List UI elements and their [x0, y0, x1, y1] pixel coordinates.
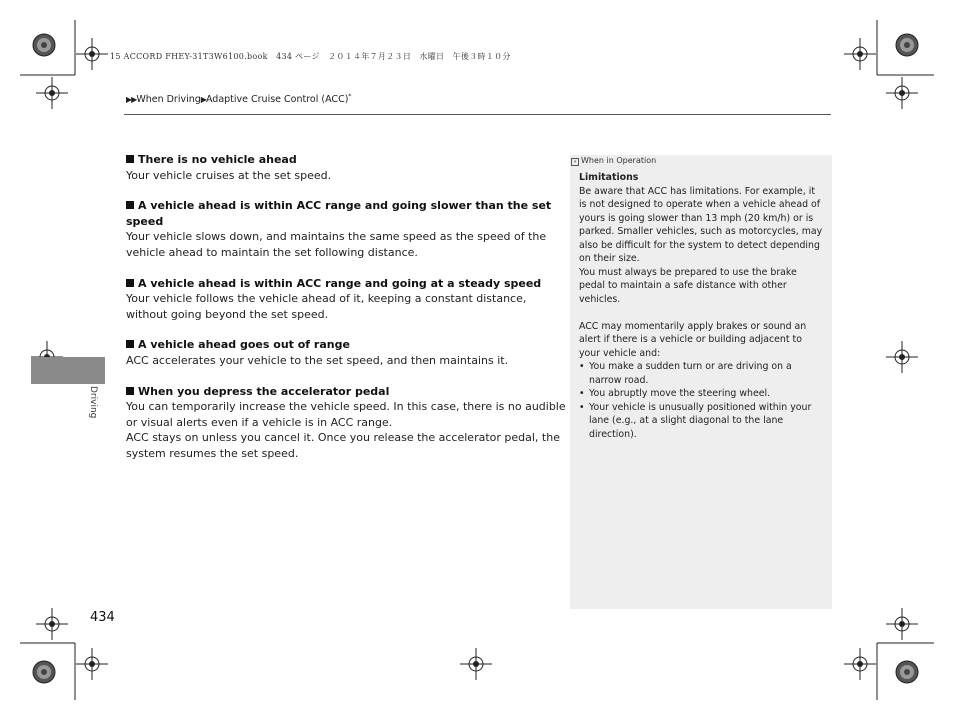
breadcrumb-separator: ▶ — [200, 95, 206, 105]
page-number: 434 — [90, 610, 115, 625]
bullet-icon: • — [579, 401, 585, 413]
section-out-of-range — [126, 337, 566, 368]
section-body: Your vehicle slows down, and maintains the same speed as the speed of the vehicle ahead to maintain the set following distance. — [126, 230, 547, 259]
sidebar-heading: Limitations — [579, 172, 639, 183]
sidebar-bullet-list — [579, 360, 825, 441]
breadcrumb-link-when-driving[interactable]: When Driving — [136, 94, 201, 106]
sidebar-para-2: You must always be prepared to use the brake pedal to maintain a safe distance with other vehicles. — [579, 266, 797, 305]
section-heading: A vehicle ahead is within ACC range and going slower than the set speed — [126, 199, 552, 228]
section-body: ACC accelerates your vehicle to the set speed, and then maintains it. — [126, 353, 509, 367]
section-slower-vehicle — [126, 198, 566, 260]
section-heading: A vehicle ahead goes out of range — [126, 337, 566, 353]
section-steady-speed — [126, 276, 566, 323]
section-no-vehicle — [126, 152, 566, 183]
section-heading: There is no vehicle ahead — [126, 152, 566, 168]
print-header: 15 ACCORD FHEY-31T3W6100.book 434 ページ ２０１４年７月２３日 水曜日 午後３時１０分 — [110, 52, 511, 61]
square-bullet-icon — [126, 201, 134, 209]
square-bullet-icon — [126, 340, 134, 348]
square-bullet-icon — [126, 155, 134, 163]
section-body: Your vehicle follows the vehicle ahead of it, keeping a constant distance, without going beyond the set speed. — [126, 292, 527, 321]
sidebar-para-1: Be aware that ACC has limitations. For example, it is not designed to operate when a vehicle ahead of yours is going slower than 13 mph (20 km/h) or is parked. Smaller vehicles, such as motorcycles, may also be difficult for the system to detect depending on their size. — [579, 185, 823, 264]
sidebar-note — [570, 155, 832, 609]
section-heading: A vehicle ahead is within ACC range and going at a steady speed — [126, 276, 566, 292]
bullet-icon: • — [579, 361, 585, 372]
main-content — [126, 152, 566, 477]
section-body: You can temporarily increase the vehicle speed. In this case, there is no audible or visual alerts even if a vehicle is in ACC range. — [126, 400, 566, 429]
breadcrumb — [126, 93, 351, 105]
header-rule — [124, 114, 831, 115]
square-bullet-icon — [126, 387, 134, 395]
list-item: • Your vehicle is unusually positioned within your lane (e.g., at a slight diagonal to the lane direction). — [579, 401, 812, 440]
reference-icon: » — [571, 158, 579, 166]
section-accelerator-pedal — [126, 384, 566, 462]
chapter-tab-label: Driving — [88, 386, 98, 419]
square-bullet-icon — [126, 279, 134, 287]
sidebar-para-3: ACC may momentarily apply brakes or sound an alert if there is a vehicle or building adjacent to your vehicle and: — [579, 320, 807, 359]
sidebar-body — [579, 171, 825, 441]
section-heading: When you depress the accelerator pedal — [126, 384, 566, 400]
chapter-tab — [31, 357, 105, 384]
breadcrumb-current: Adaptive Cruise Control (ACC) — [205, 94, 349, 106]
section-body-2: ACC stays on unless you cancel it. Once you release the accelerator pedal, the system resumes the set speed. — [126, 431, 560, 460]
breadcrumb-asterisk: * — [348, 93, 352, 100]
breadcrumb-arrows: ▶▶ — [126, 95, 137, 105]
bullet-icon: • — [579, 388, 585, 399]
sidebar-title: » When in Operation — [571, 156, 656, 166]
section-body: Your vehicle cruises at the set speed. — [126, 168, 332, 182]
list-item: • You make a sudden turn or are driving on a narrow road. — [579, 361, 792, 386]
list-item: • You abruptly move the steering wheel. — [579, 388, 771, 399]
